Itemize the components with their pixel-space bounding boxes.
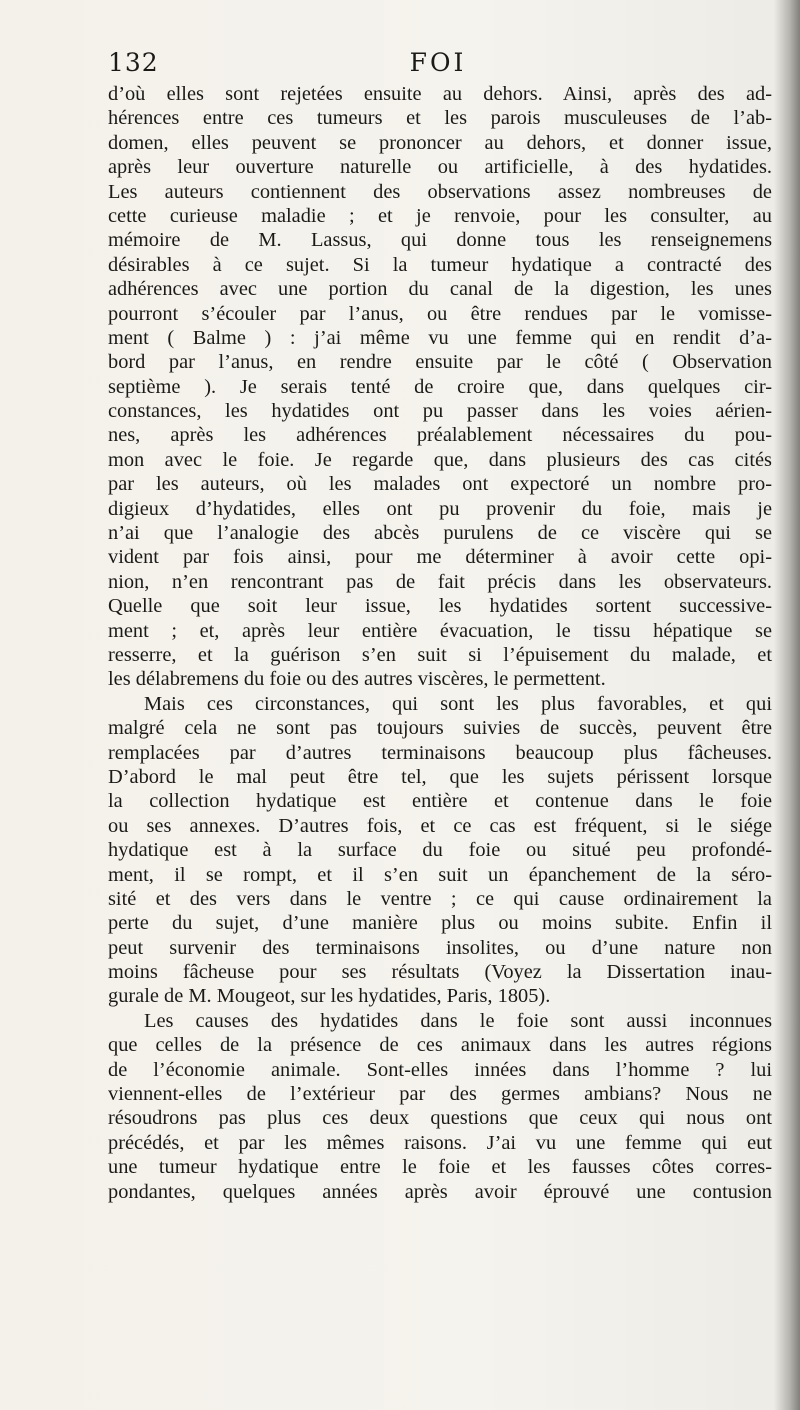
body-text (108, 82, 772, 1204)
text-line: nes, après les adhérences préalablement nécessaires du pou- (108, 424, 772, 447)
text-line: Les causes des hydatides dans le foie sont aussi inconnues (144, 1009, 772, 1032)
text-line: la collection hydatique est entière et contenue dans le foie (108, 790, 772, 813)
book-spine-shadow (774, 0, 800, 1410)
text-line: septième ). Je serais tenté de croire que, dans quelques cir- (108, 375, 772, 398)
text-line: une tumeur hydatique entre le foie et les fausses côtes corres- (108, 1156, 772, 1179)
text-line: par les auteurs, où les malades ont expectoré un nombre pro- (108, 473, 772, 496)
text-line: domen, elles peuvent se prononcer au dehors, et donner issue, (108, 131, 772, 154)
text-line: vident par fois ainsi, pour me déterminer à avoir cette opi- (108, 546, 772, 569)
text-line: bord par l’anus, en rendre ensuite par le côté ( Observation (108, 351, 772, 374)
text-line: après leur ouverture naturelle ou artificielle, à des hydatides. (108, 156, 772, 179)
text-line: sité et des vers dans le ventre ; ce qui cause ordinairement la (108, 887, 772, 910)
text-line: désirables à ce sujet. Si la tumeur hydatique a contracté des (108, 253, 772, 276)
text-line: résoudrons pas plus ces deux questions que ceux qui nous ont (108, 1107, 772, 1130)
text-line: remplacées par d’autres terminaisons beaucoup plus fâcheuses. (108, 741, 772, 764)
text-line: malgré cela ne sont pas toujours suivies de succès, peuvent être (108, 717, 772, 740)
running-head: FOI (409, 48, 467, 77)
text-line: hydatique est à la surface du foie ou situé peu profondé- (108, 839, 772, 862)
text-line: ou ses annexes. D’autres fois, et ce cas est fréquent, si le siége (108, 814, 772, 837)
text-line: ment, il se rompt, et il s’en suit un épanchement de la séro- (108, 863, 772, 886)
text-line: cette curieuse maladie ; et je renvoie, pour les consulter, au (108, 204, 772, 227)
text-line: Les auteurs contiennent des observations assez nombreuses de (108, 180, 772, 203)
text-line: moins fâcheuse pour ses résultats (Voyez la Dissertation inau- (108, 961, 772, 984)
text-line: mémoire de M. Lassus, qui donne tous les renseignemens (108, 229, 772, 252)
text-line: digieux d’hydatides, elles ont pu provenir du foie, mais je (108, 497, 772, 520)
text-line: pourront s’écouler par l’anus, ou être rendues par le vomisse- (108, 302, 772, 325)
text-line: ment ( Balme ) : j’ai même vu une femme qui en rendit d’a- (108, 326, 772, 349)
page-number: 132 (108, 48, 159, 77)
page-header (108, 48, 768, 82)
text-line: Mais ces circonstances, qui sont les plus favorables, et qui (144, 692, 772, 715)
text-line: d’où elles sont rejetées ensuite au dehors. Ainsi, après des ad- (108, 83, 772, 105)
text-line: constances, les hydatides ont pu passer dans les voies aérien- (108, 400, 772, 423)
text-line: nion, n’en rencontrant pas de fait précis dans les observateurs. (108, 570, 772, 593)
text-line: mon avec le foie. Je regarde que, dans plusieurs des cas cités (108, 448, 772, 471)
text-line: hérences entre ces tumeurs et les parois musculeuses de l’ab- (108, 107, 772, 130)
text-line: ment ; et, après leur entière évacuation, le tissu hépatique se (108, 619, 772, 642)
text-line: perte du sujet, d’une manière plus ou moins subite. Enfin il (108, 912, 772, 935)
text-line: n’ai que l’analogie des abcès purulens de ce viscère qui se (108, 522, 772, 545)
text-line: Quelle que soit leur issue, les hydatides sortent successive- (108, 595, 772, 618)
text-line: les délabremens du foie ou des autres viscères, le permettent. (108, 668, 606, 691)
text-line: de l’économie animale. Sont-elles innées dans l’homme ? lui (108, 1058, 772, 1081)
text-line: peut survenir des terminaisons insolites, ou d’une nature non (108, 936, 772, 959)
text-line: que celles de la présence de ces animaux dans les autres régions (108, 1034, 772, 1057)
text-line: gurale de M. Mougeot, sur les hydatides, Paris, 1805). (108, 985, 551, 1008)
text-line: viennent-elles de l’extérieur par des germes ambians? Nous ne (108, 1083, 772, 1106)
text-line: D’abord le mal peut être tel, que les sujets périssent lorsque (108, 765, 772, 788)
text-line: précédés, et par les mêmes raisons. J’ai vu une femme qui eut (108, 1131, 772, 1154)
text-line: resserre, et la guérison s’en suit si l’épuisement du malade, et (108, 643, 772, 666)
text-line: pondantes, quelques années après avoir éprouvé une contusion (108, 1180, 772, 1203)
text-line: adhérences avec une portion du canal de la digestion, les unes (108, 278, 772, 301)
